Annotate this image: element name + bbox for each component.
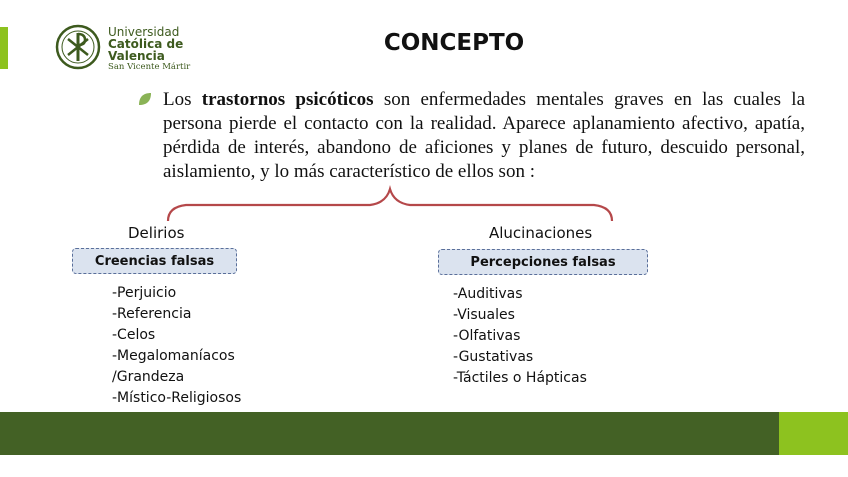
list-item: -Visuales [453, 307, 515, 323]
footer-accent [779, 412, 848, 455]
list-item: -Referencia [112, 306, 192, 322]
logo-line-2: Católica de [108, 37, 184, 51]
list-item: /Grandeza [112, 369, 185, 385]
category-label-delirios: Delirios [128, 224, 185, 242]
delirios-list [112, 283, 241, 409]
list-item: -Místico-Religiosos [112, 390, 242, 406]
paragraph-lead: Los [163, 89, 202, 110]
list-item: -Táctiles o Hápticas [453, 370, 587, 386]
alucinaciones-list [453, 284, 587, 389]
list-item: -Megalomaníacos [112, 348, 235, 364]
list-item: -Auditivas [453, 286, 523, 302]
list-item: -Celos [112, 327, 156, 343]
leaf-bullet-icon [137, 91, 153, 107]
list-item: -Perjuicio [112, 285, 177, 301]
page-title: CONCEPTO [383, 30, 525, 56]
tag-creencias-falsas: Creencias falsas [72, 248, 237, 274]
concept-paragraph [163, 88, 805, 184]
logo-line-1: Universidad [108, 25, 180, 39]
logo-line-4: San Vicente Mártir [108, 62, 191, 72]
curly-brace [160, 185, 620, 225]
list-item: -Gustativas [453, 349, 534, 365]
paragraph-bold-term: trastornos psicóticos [201, 89, 374, 110]
paragraph-rest: son enfermedades mentales graves en las cuales la persona pierde el contacto con la realidad. Aparece aplanamiento afectivo, apatía, pérdida de interés, abandono de aficiones y planes de futuro, descuido personal, aislamiento, y lo más característico de ellos son : [163, 89, 805, 182]
tag-percepciones-falsas: Percepciones falsas [438, 249, 648, 275]
list-item: -Olfativas [453, 328, 521, 344]
category-label-alucinaciones: Alucinaciones [489, 224, 593, 242]
footer-bar [0, 412, 779, 455]
logo-line-3: Valencia [108, 49, 165, 63]
